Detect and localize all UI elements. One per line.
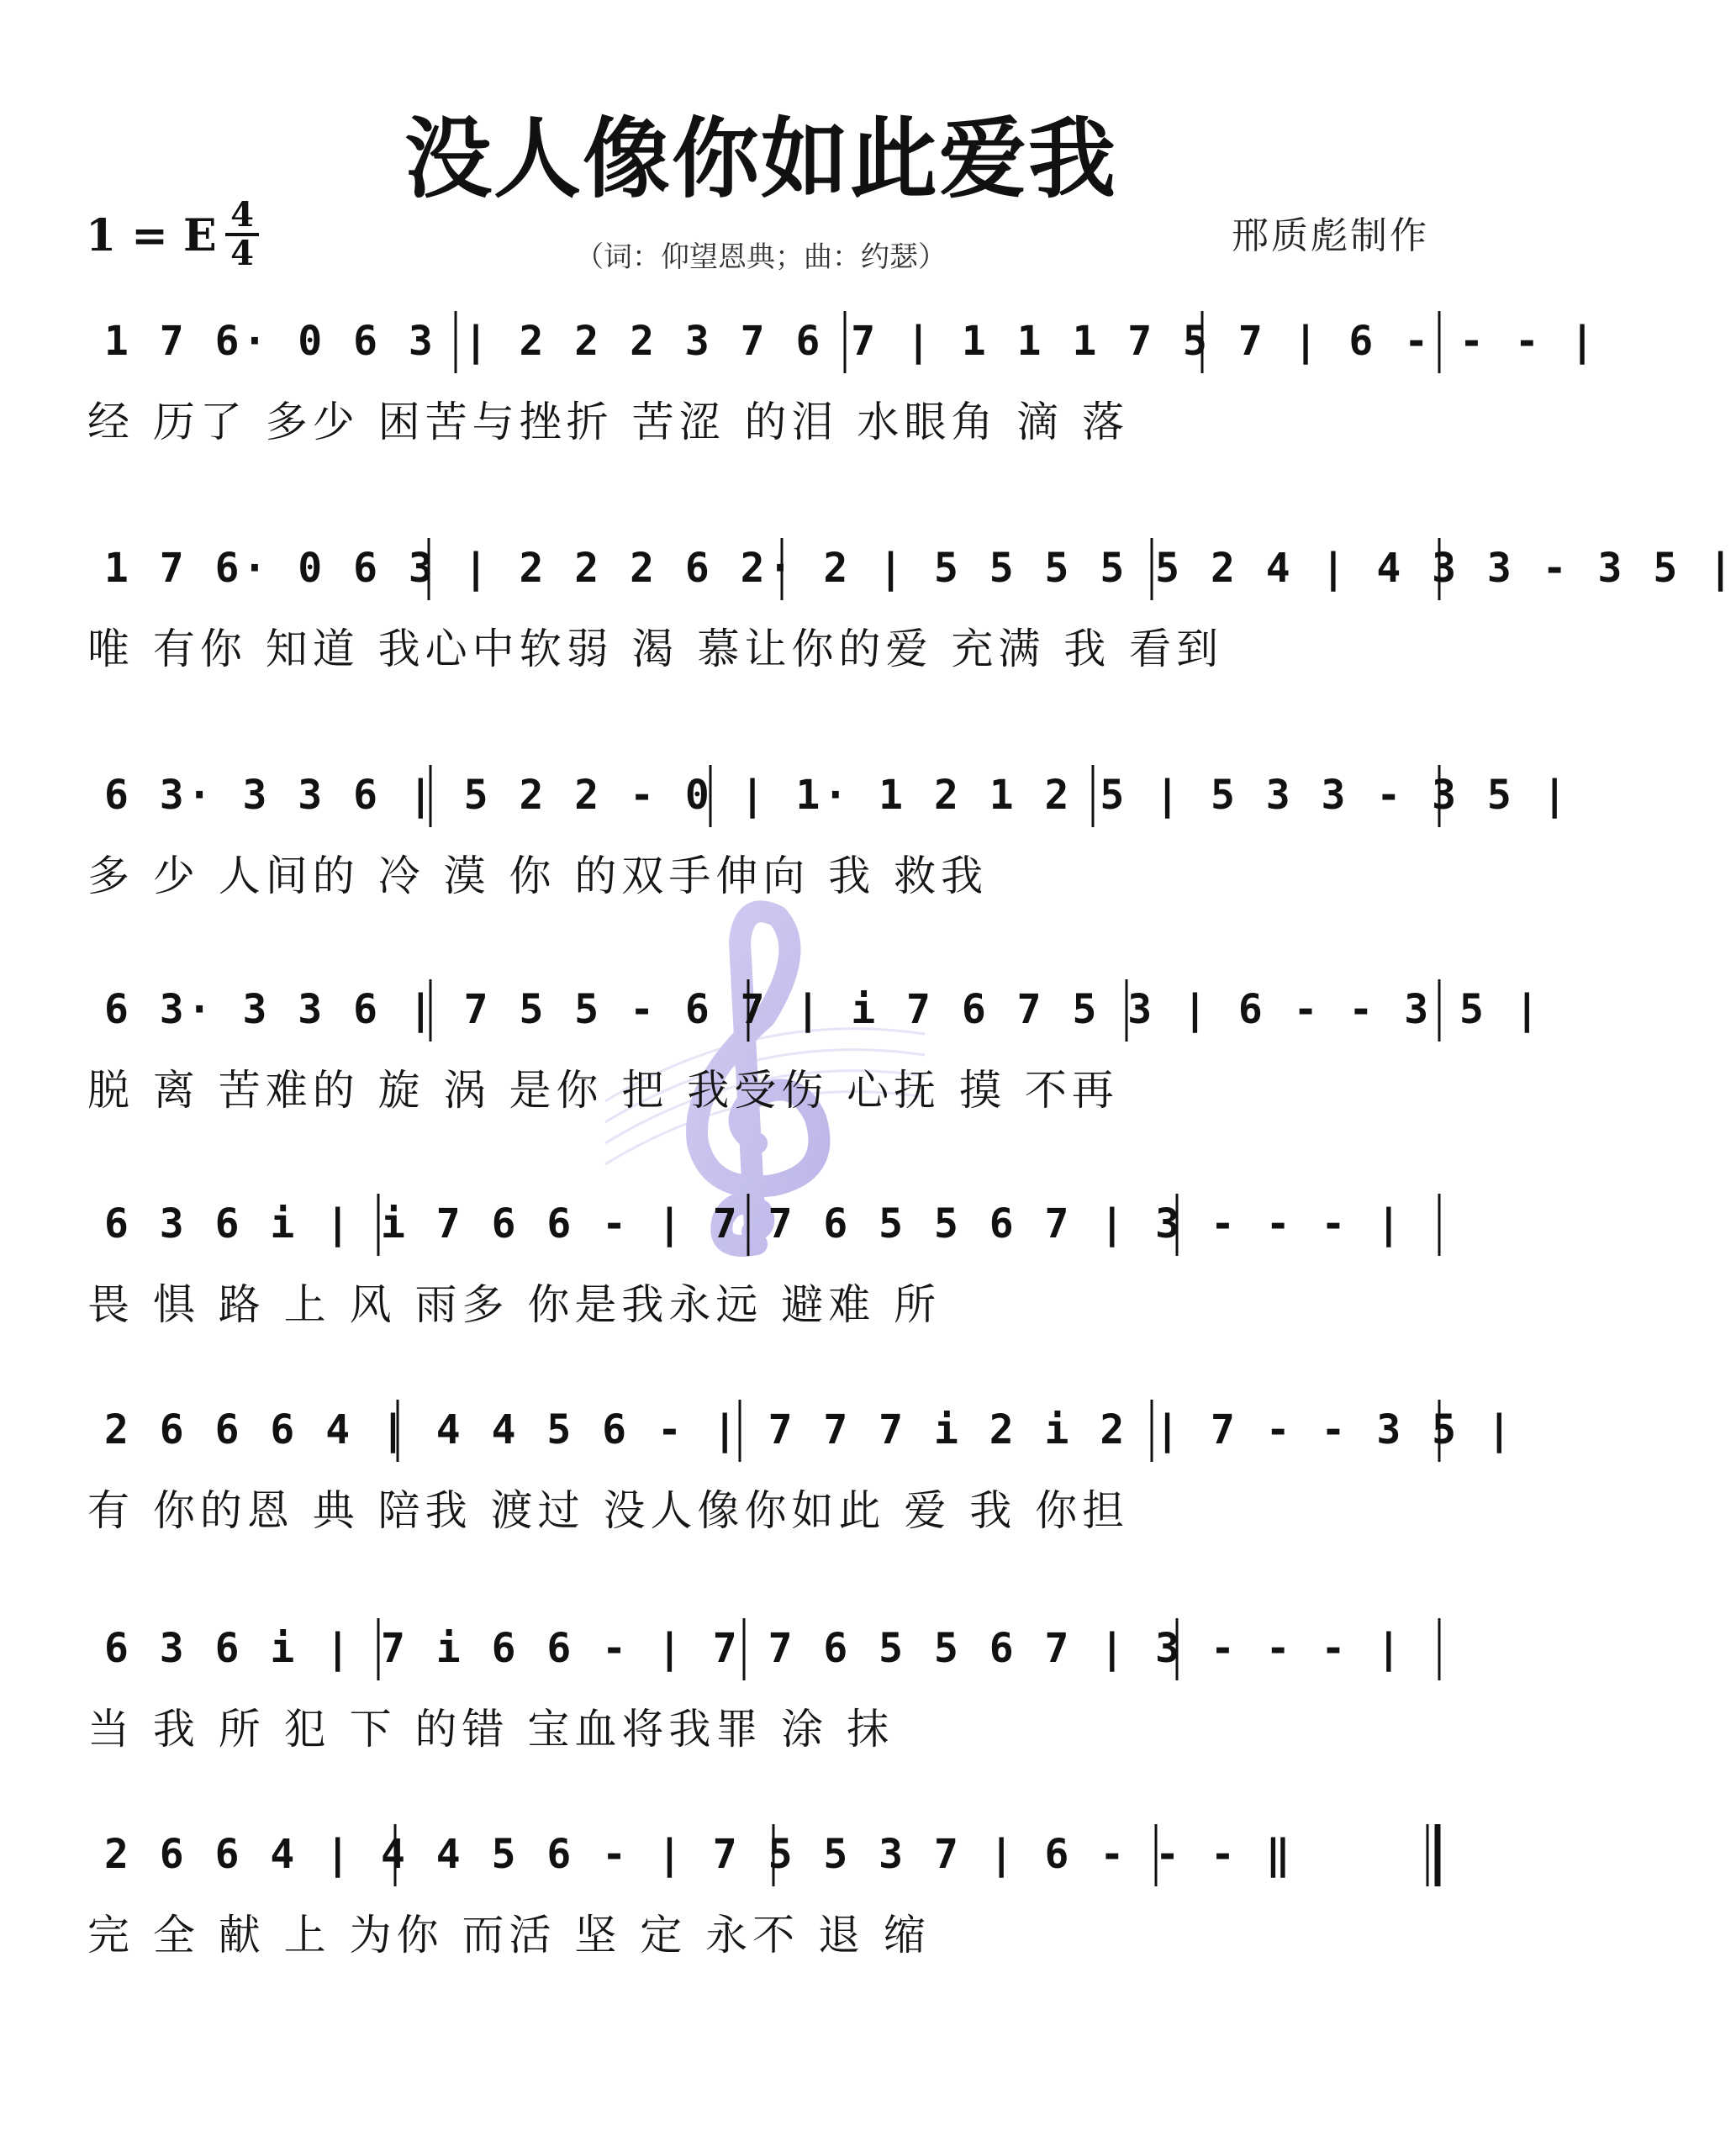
system-6-lyrics: 有 你的恩 典 陪我 渡过 没人像你如此 爱 我 你担 bbox=[87, 1486, 1130, 1535]
system-5-notes bbox=[84, 1194, 1446, 1269]
key-signature: 1 = E bbox=[86, 210, 217, 261]
system-5-lyrics: 畏 惧 路 上 风 雨多 你是我永远 避难 所 bbox=[87, 1280, 942, 1329]
system-4 bbox=[84, 979, 1543, 1147]
system-3-notes bbox=[84, 765, 1570, 841]
system-6 bbox=[84, 1400, 1515, 1568]
system-3-notation: 6 3· 3 3 6 | 5 2 2 - 0 | 1· 1 2 1 2 5 | 5 3 3 - 3 5 | bbox=[104, 772, 1570, 819]
system-1-notes bbox=[84, 311, 1598, 387]
time-signature-top: 4 bbox=[230, 195, 254, 235]
system-8 bbox=[84, 1824, 1446, 1992]
system-4-lyrics: 脱 离 苦难的 旋 涡 是你 把 我受伤 心抚 摸 不再 bbox=[87, 1066, 1119, 1115]
system-6-notation: 2 6 6 6 4 | 4 4 5 6 - | 7 7 7 i 2 i 2 | 7 - - 3 5 | bbox=[104, 1406, 1515, 1453]
system-7-notation: 6 3 6 i | 7 i 6 6 - | 7 7 6 5 5 6 7 | 3 - - - | bbox=[104, 1625, 1405, 1672]
system-4-notation: 6 3· 3 3 6 | 7 5 5 - 6 7 | i 7 6 7 5 3 | 6 - - 3 5 | bbox=[104, 986, 1543, 1033]
system-1 bbox=[84, 311, 1598, 479]
system-2-notes bbox=[84, 538, 1736, 614]
system-2 bbox=[84, 538, 1736, 706]
system-2-notation: 1 7 6· 0 6 3 | 2 2 2 6 2· 2 | 5 5 5 5 5 2 4 | 4 3 3 - 3 5 | bbox=[104, 545, 1736, 592]
credits: （词：仰望恩典；曲：约瑟） bbox=[575, 240, 947, 274]
system-3 bbox=[84, 765, 1570, 933]
system-8-notes bbox=[84, 1824, 1446, 1900]
system-2-lyrics: 唯 有你 知道 我心中软弱 渴 慕让你的爱 充满 我 看到 bbox=[87, 625, 1224, 673]
song-title: 没人像你如此爱我 bbox=[404, 107, 1117, 210]
system-3-lyrics: 多 少 人间的 冷 漠 你 的双手伸向 我 救我 bbox=[87, 852, 989, 900]
system-7 bbox=[84, 1618, 1446, 1786]
maker-credit: 邢质彪制作 bbox=[1232, 214, 1429, 257]
system-8-notation: 2 6 6 4 | 4 4 5 6 - | 7 5 5 3 7 | 6 - - - ‖ bbox=[104, 1831, 1294, 1878]
system-7-notes bbox=[84, 1618, 1446, 1694]
time-signature-bottom: 4 bbox=[230, 234, 254, 273]
system-6-notes bbox=[84, 1400, 1515, 1475]
system-4-notes bbox=[84, 979, 1543, 1055]
system-5 bbox=[84, 1194, 1446, 1362]
system-7-lyrics: 当 我 所 犯 下 的错 宝血将我罪 涂 抹 bbox=[87, 1705, 894, 1754]
system-5-notation: 6 3 6 i | i 7 6 6 - | 7 7 6 5 5 6 7 | 3 - - - | bbox=[104, 1200, 1405, 1247]
system-1-notation: 1 7 6· 0 6 3 | 2 2 2 3 7 6 7 | 1 1 1 7 5 7 | 6 - - - | bbox=[104, 318, 1598, 365]
system-1-lyrics: 经 历了 多少 困苦与挫折 苦涩 的泪 水眼角 滴 落 bbox=[87, 398, 1130, 446]
system-8-lyrics: 完 全 献 上 为你 而活 坚 定 永不 退 缩 bbox=[87, 1911, 931, 1959]
